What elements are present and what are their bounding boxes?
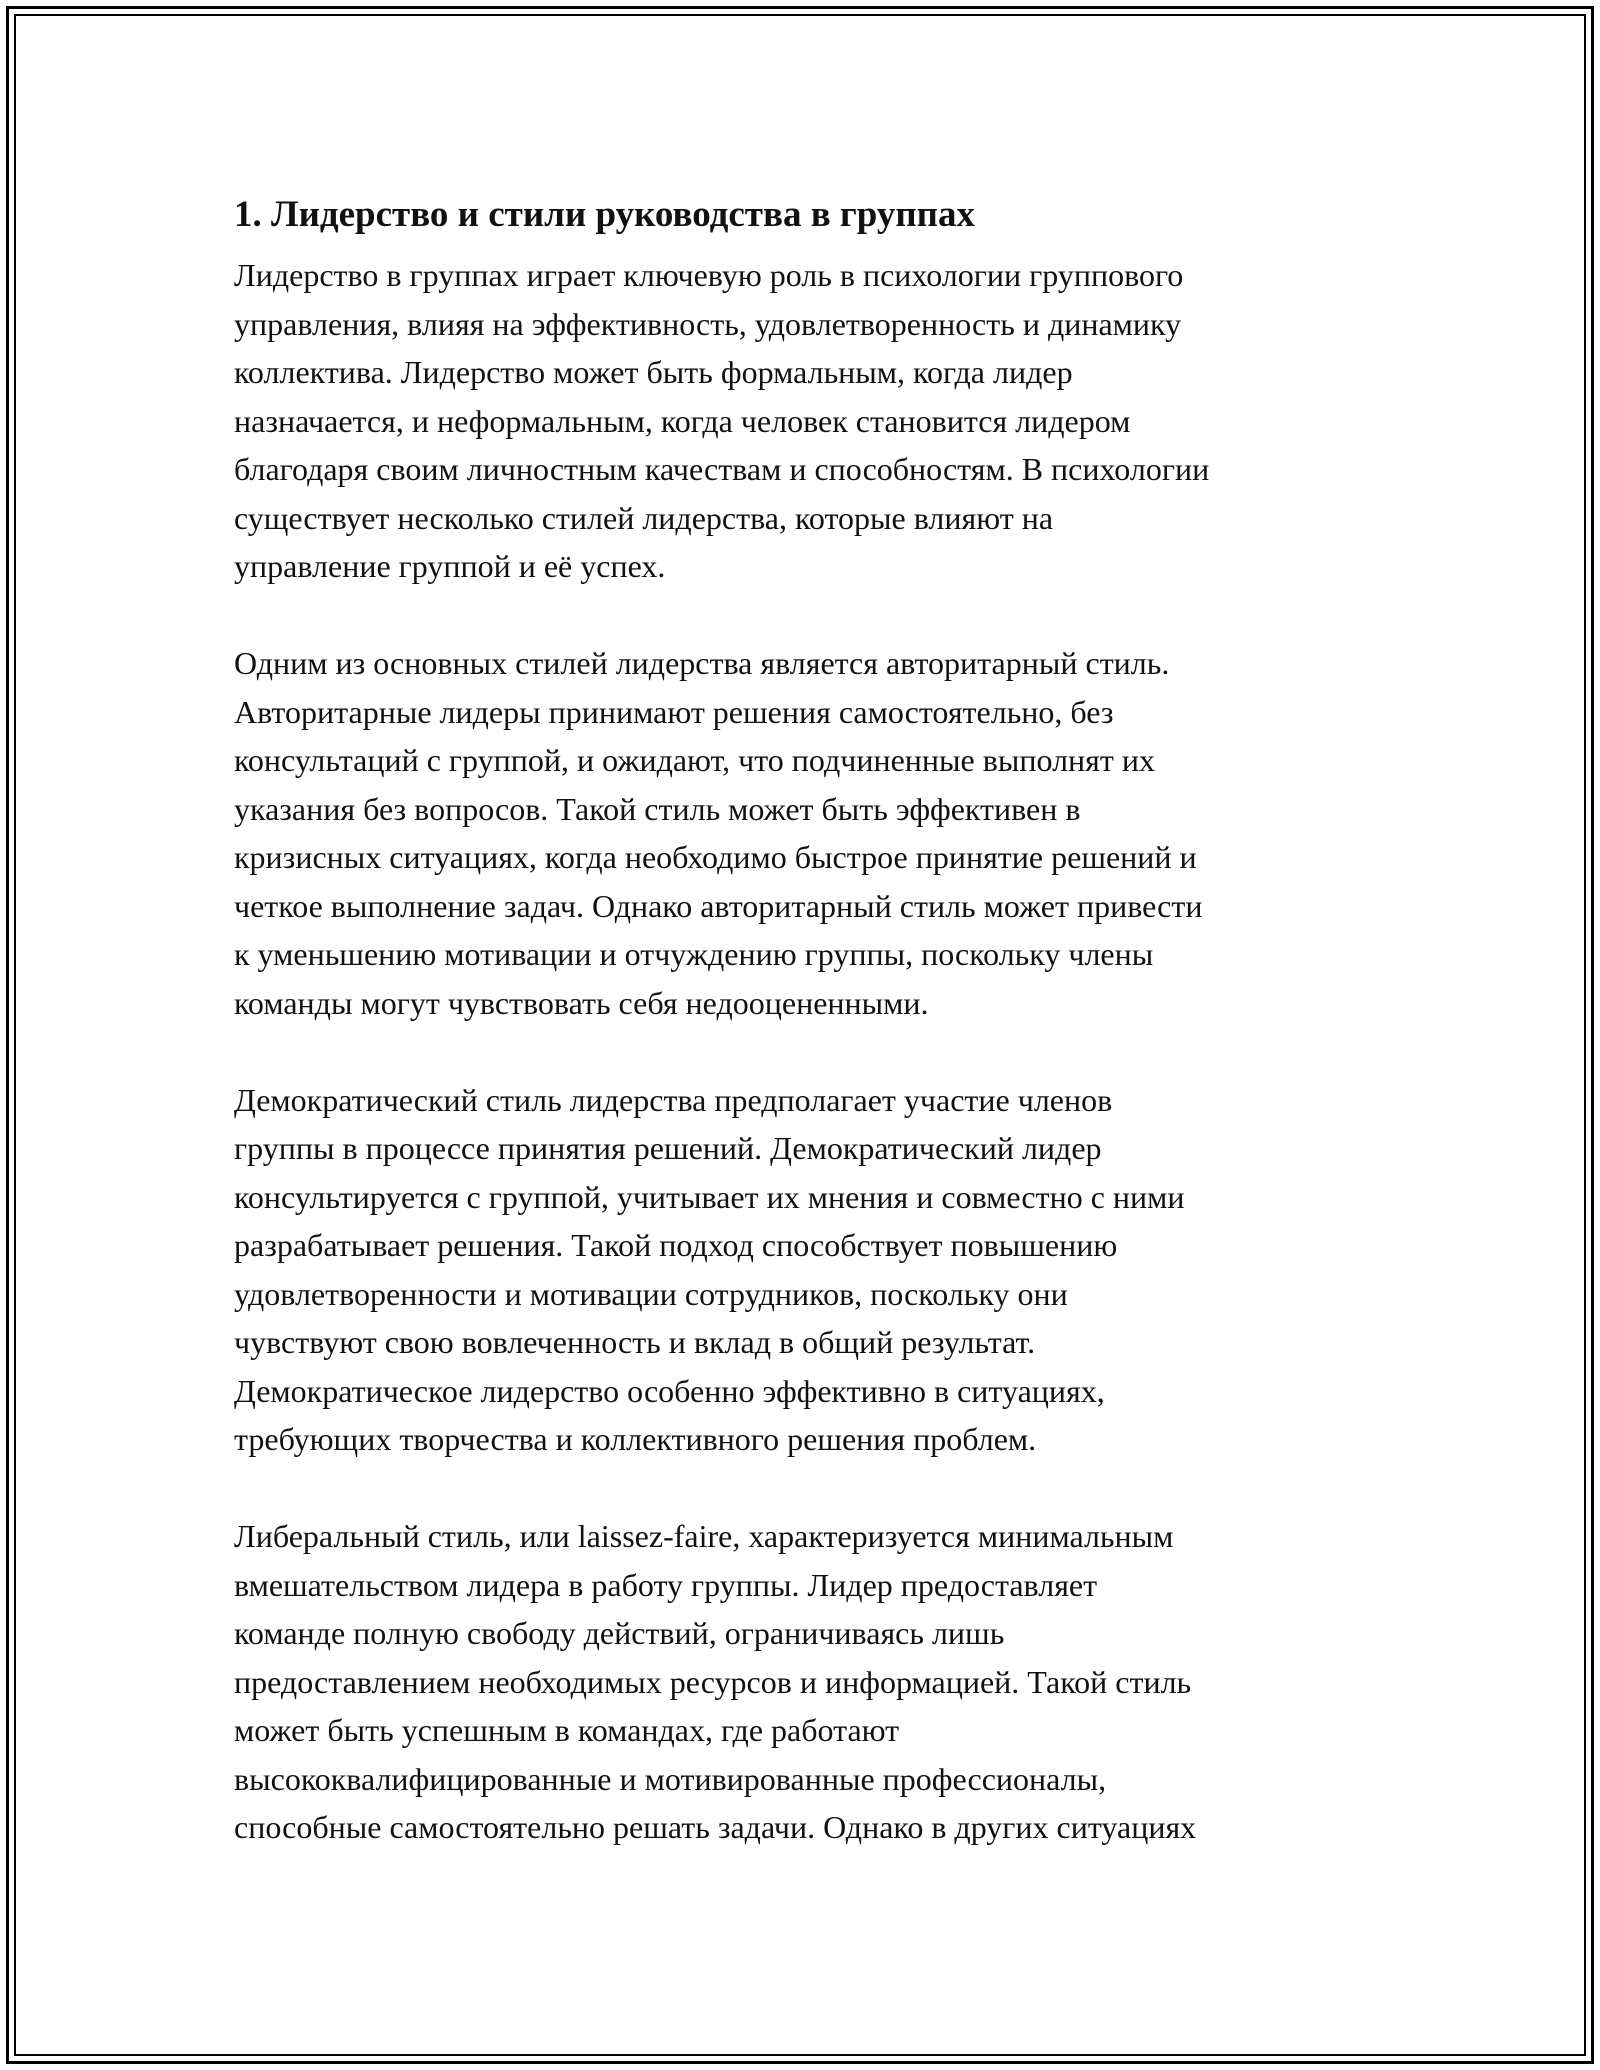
text-line: Демократический стиль лидерства предполагает участие членов [234,1081,1113,1118]
paragraph-authoritarian [234,639,1374,1027]
text-line: команде полную свободу действий, ограничиваясь лишь [234,1615,1005,1651]
paragraph-intro [234,251,1374,591]
text-line: чувствуют свою вовлеченность и вклад в общий результат. [234,1324,1036,1360]
text-line: Лидерство в группах играет ключевую роль в психологии группового [234,257,1184,293]
text-line: назначается, и неформальным, когда человек становится лидером [234,402,1131,439]
text-line: высококвалифицированные и мотивированные профессионалы, [234,1760,1107,1797]
text-line: группы в процессе принятия решений. Демократический лидер [234,1130,1102,1166]
text-line: Демократическое лидерство особенно эффективно в ситуациях, [234,1372,1105,1409]
text-line: консультируется с группой, учитывает их мнения и совместно с ними [234,1178,1185,1215]
text-line: способные самостоятельно решать задачи. Однако в других ситуациях [234,1809,1197,1845]
text-line: коллектива. Лидерство может быть формальным, когда лидер [234,354,1073,390]
text-line: разрабатывает решения. Такой подход способствует повышению [234,1227,1118,1263]
text-line: удовлетворенности и мотивации сотрудников, поскольку они [234,1275,1068,1312]
text-line: Одним из основных стилей лидерства является авторитарный стиль. [234,645,1170,681]
text-line: четкое выполнение задач. Однако авторитарный стиль может привести [234,887,1203,924]
text-line: кризисных ситуациях, когда необходимо быстрое принятие решений и [234,839,1197,875]
text-line: существует несколько стилей лидерства, которые влияют на [234,499,1054,536]
paragraph-democratic [234,1076,1374,1464]
text-line: консультаций с группой, и ожидают, что подчиненные выполнят их [234,742,1155,778]
text-line: Либеральный стиль, или laissez-faire, характеризуется минимальным [234,1518,1174,1554]
paragraph-liberal [234,1512,1374,1852]
text-line: указания без вопросов. Такой стиль может быть эффективен в [234,790,1081,827]
text-line: может быть успешным в командах, где работают [234,1712,900,1748]
text-line: требующих творчества и коллективного решения проблем. [234,1421,1037,1457]
text-line: благодаря своим личностным качествам и способностям. В психологии [234,451,1210,487]
text-line: вмешательством лидера в работу группы. Лидер предоставляет [234,1566,1098,1603]
text-line: к уменьшению мотивации и отчуждению группы, поскольку члены [234,936,1154,972]
text-line: предоставлением необходимых ресурсов и информацией. Такой стиль [234,1663,1192,1700]
text-line: управления, влияя на эффективность, удовлетворенность и динамику [234,305,1182,342]
text-line: управление группой и её успех. [234,548,666,584]
text-line: команды могут чувствовать себя недооцененными. [234,984,929,1021]
section-heading: 1. Лидерство и стили руководства в группах [234,194,975,235]
text-line: Авторитарные лидеры принимают решения самостоятельно, без [234,693,1114,730]
document-body [234,185,1374,1900]
